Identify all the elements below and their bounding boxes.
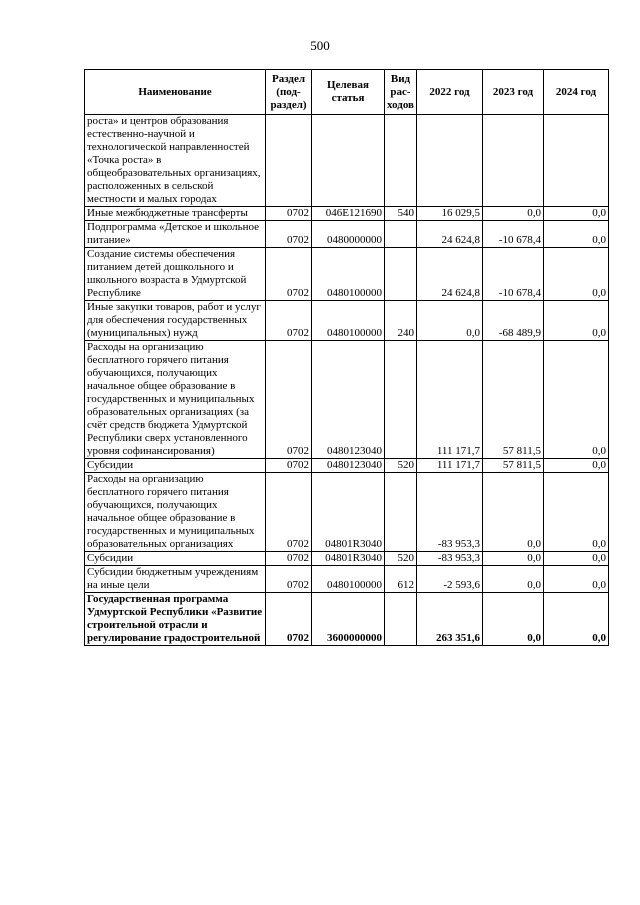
header-expense: Вид рас-ходов [385, 70, 417, 115]
table-row [85, 473, 609, 552]
cell-section: 0702 [266, 248, 312, 301]
cell-y2022: 111 171,7 [417, 459, 483, 473]
cell-name: Расходы на организацию бесплатного горячего питания обучающихся, получающих начальное общее образование в государственных и муниципальных образовательных организациях [85, 473, 266, 552]
cell-y2024: 0,0 [544, 221, 609, 248]
cell-y2022: 0,0 [417, 301, 483, 341]
cell-y2024: 0,0 [544, 473, 609, 552]
cell-y2022: 16 029,5 [417, 207, 483, 221]
cell-y2023: 0,0 [483, 473, 544, 552]
cell-y2022: 24 624,8 [417, 248, 483, 301]
cell-y2023 [483, 115, 544, 207]
cell-section: 0702 [266, 593, 312, 646]
cell-y2024: 0,0 [544, 341, 609, 459]
header-2023: 2023 год [483, 70, 544, 115]
header-name: Наименование [85, 70, 266, 115]
cell-target: 04801R3040 [312, 552, 385, 566]
cell-target: 0480123040 [312, 341, 385, 459]
cell-target: 04801R3040 [312, 473, 385, 552]
table-row [85, 248, 609, 301]
cell-y2024 [544, 115, 609, 207]
cell-y2022: 111 171,7 [417, 341, 483, 459]
cell-name: Иные закупки товаров, работ и услуг для обеспечения государственных (муниципальных) нужд [85, 301, 266, 341]
cell-expense: 520 [385, 552, 417, 566]
cell-name: Подпрограмма «Детское и школьное питание» [85, 221, 266, 248]
cell-y2023: -10 678,4 [483, 221, 544, 248]
cell-target: 0480000000 [312, 221, 385, 248]
cell-target: 046E121690 [312, 207, 385, 221]
table-row [85, 593, 609, 646]
table-row [85, 221, 609, 248]
table-row [85, 115, 609, 207]
table-row [85, 566, 609, 593]
cell-y2022: -83 953,3 [417, 473, 483, 552]
cell-y2024: 0,0 [544, 248, 609, 301]
cell-expense [385, 593, 417, 646]
cell-name: Расходы на организацию бесплатного горячего питания обучающихся, получающих начальное общее образование в государственных и муниципальных образовательных организациях (за счёт средств бюджета Удмуртской Республики сверх установленного уровня софинансирования) [85, 341, 266, 459]
cell-expense [385, 341, 417, 459]
cell-y2023: 57 811,5 [483, 459, 544, 473]
cell-y2024: 0,0 [544, 459, 609, 473]
cell-section: 0702 [266, 566, 312, 593]
cell-expense: 612 [385, 566, 417, 593]
header-target: Целевая статья [312, 70, 385, 115]
cell-name: Субсидии [85, 459, 266, 473]
table-row [85, 341, 609, 459]
cell-y2022: -83 953,3 [417, 552, 483, 566]
cell-section: 0702 [266, 473, 312, 552]
cell-y2023: -10 678,4 [483, 248, 544, 301]
cell-section: 0702 [266, 552, 312, 566]
header-2022: 2022 год [417, 70, 483, 115]
cell-name: Иные межбюджетные трансферты [85, 207, 266, 221]
cell-name: Субсидии [85, 552, 266, 566]
cell-expense: 240 [385, 301, 417, 341]
budget-table [84, 69, 609, 646]
cell-name: Создание системы обеспечения питанием детей дошкольного и школьного возраста в Удмуртской Республике [85, 248, 266, 301]
cell-y2023: -68 489,9 [483, 301, 544, 341]
cell-y2024: 0,0 [544, 207, 609, 221]
cell-expense [385, 115, 417, 207]
cell-y2022 [417, 115, 483, 207]
cell-y2022: 263 351,6 [417, 593, 483, 646]
cell-name: роста» и центров образования естественно-научной и технологической направленностей «Точка роста» в общеобразовательных организациях, расположенных в сельской местности и малых городах [85, 115, 266, 207]
cell-target [312, 115, 385, 207]
cell-name: Субсидии бюджетным учреждениям на иные цели [85, 566, 266, 593]
cell-target: 0480123040 [312, 459, 385, 473]
cell-y2024: 0,0 [544, 301, 609, 341]
page-number: 500 [310, 38, 330, 53]
cell-y2024: 0,0 [544, 566, 609, 593]
cell-section: 0702 [266, 207, 312, 221]
table-header-row [85, 70, 609, 115]
header-section: Раздел (под-раздел) [266, 70, 312, 115]
cell-expense [385, 473, 417, 552]
cell-expense: 540 [385, 207, 417, 221]
cell-y2022: 24 624,8 [417, 221, 483, 248]
cell-y2023: 0,0 [483, 207, 544, 221]
cell-target: 3600000000 [312, 593, 385, 646]
cell-expense: 520 [385, 459, 417, 473]
cell-expense [385, 221, 417, 248]
cell-target: 0480100000 [312, 301, 385, 341]
table-row [85, 207, 609, 221]
cell-section: 0702 [266, 341, 312, 459]
cell-name: Государственная программа Удмуртской Республики «Развитие строительной отрасли и регулирование градостроительной [85, 593, 266, 646]
cell-y2023: 57 811,5 [483, 341, 544, 459]
cell-y2023: 0,0 [483, 593, 544, 646]
cell-y2024: 0,0 [544, 593, 609, 646]
cell-y2022: -2 593,6 [417, 566, 483, 593]
cell-section: 0702 [266, 301, 312, 341]
cell-target: 0480100000 [312, 248, 385, 301]
cell-target: 0480100000 [312, 566, 385, 593]
cell-y2023: 0,0 [483, 566, 544, 593]
cell-y2024: 0,0 [544, 552, 609, 566]
table-row [85, 459, 609, 473]
table-row [85, 552, 609, 566]
cell-section: 0702 [266, 221, 312, 248]
table-row [85, 301, 609, 341]
header-2024: 2024 год [544, 70, 609, 115]
cell-y2023: 0,0 [483, 552, 544, 566]
cell-section [266, 115, 312, 207]
cell-expense [385, 248, 417, 301]
cell-section: 0702 [266, 459, 312, 473]
